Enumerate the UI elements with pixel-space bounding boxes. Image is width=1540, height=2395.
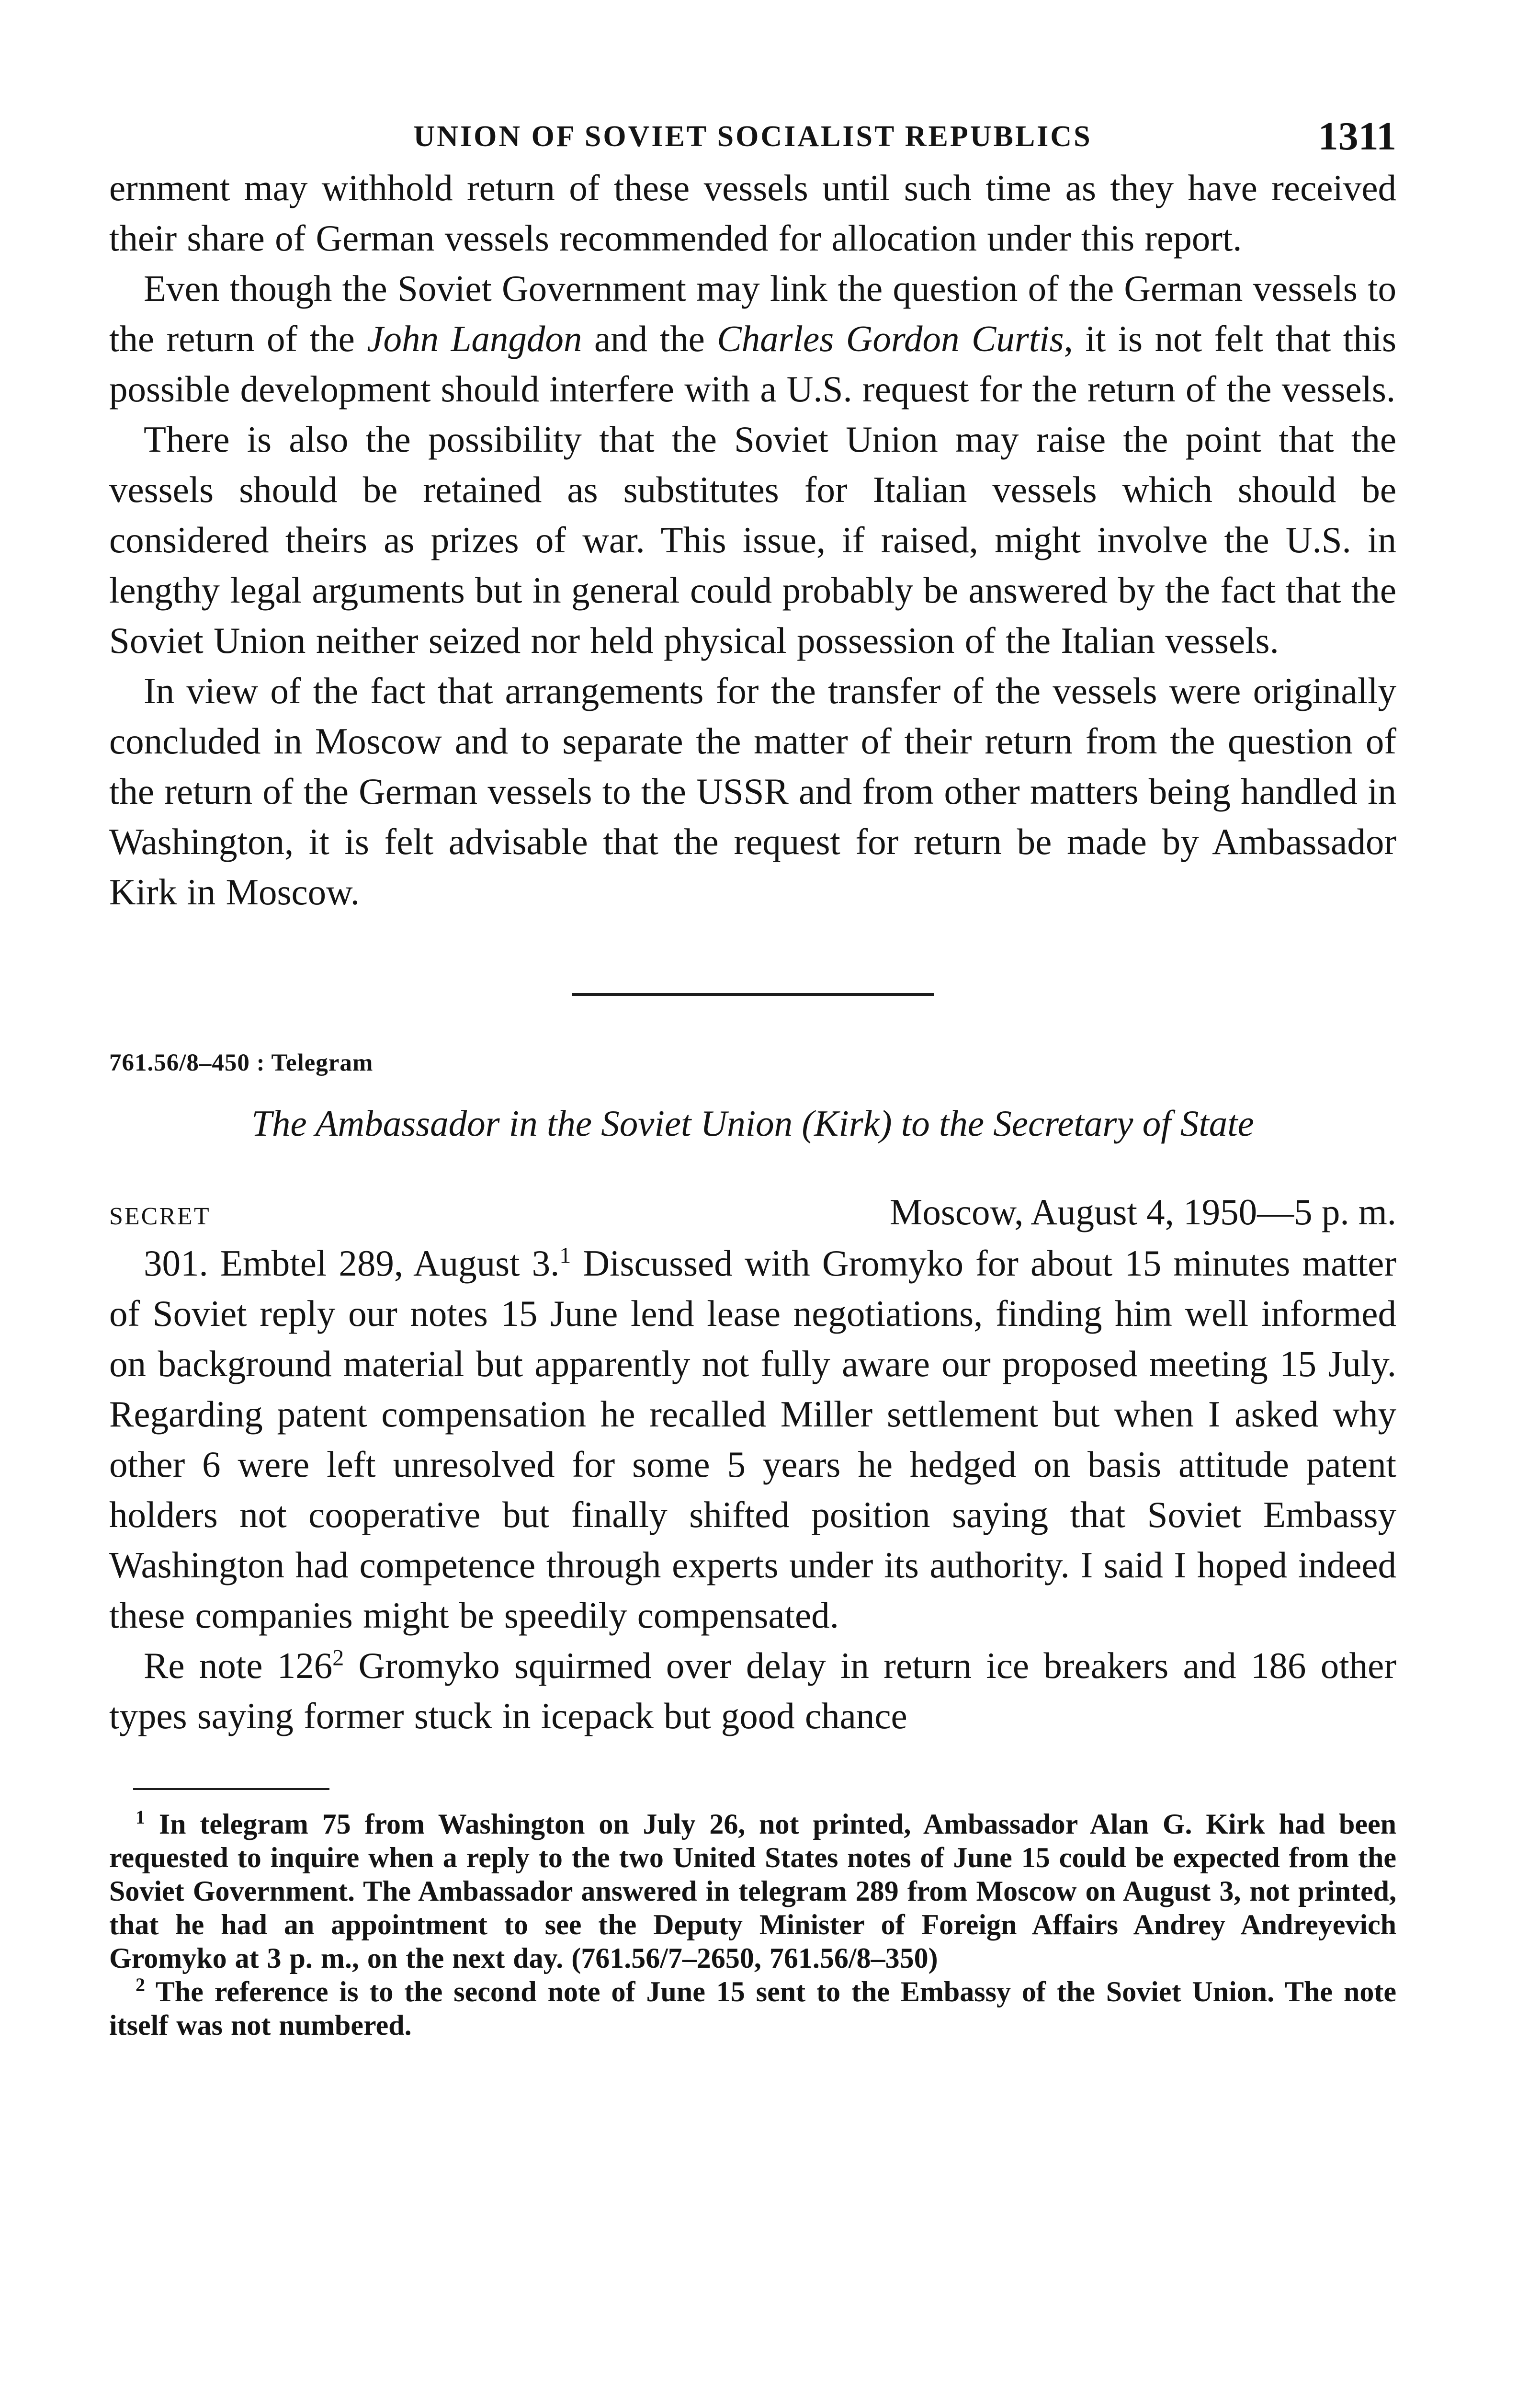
section-divider xyxy=(572,993,934,996)
footnote-marker: 2 xyxy=(332,1645,344,1671)
ship-name-john-langdon: John Langdon xyxy=(367,318,582,359)
file-reference: 761.56/8–450 : Telegram xyxy=(109,1049,374,1076)
paragraph-vessels-link xyxy=(109,263,1396,414)
paragraph-continued: ernment may withhold return of these vessels until such time as they have received their share of German vessels recommended for allocation under this report. xyxy=(109,167,1396,259)
paragraph-text: Discussed with Gromyko for about 15 minutes matter of Soviet reply our notes 15 June lend lease negotiations, finding him well informed on background material but apparently not fully aware our proposed meeting 15 July. Regarding patent compensation he recalled Miller settlement but when I asked why other 6 were left unresolved for some 5 years he hedged on basis attitude patent holders not cooperative but finally shifted position saying that Soviet Embassy Washington had competence through experts under its authority. I said I hoped indeed these companies might be speedily compensated. xyxy=(109,1243,1396,1636)
paragraph-text: and the xyxy=(582,318,717,359)
paragraph-text: 301. Embtel 289, August 3. xyxy=(144,1243,560,1284)
paragraph-text: Re note 126 xyxy=(144,1645,333,1686)
paragraph-text: Gromyko squirmed over delay in return ice breakers and 186 other types saying former stuck in icepack but good chance xyxy=(109,1645,1396,1736)
footnote-number: 1 xyxy=(136,1806,145,1828)
document-title: The Ambassador in the Soviet Union (Kirk) to the Secretary of State xyxy=(251,1103,1254,1144)
dateline xyxy=(109,1191,1396,1233)
footnote-number: 2 xyxy=(136,1974,145,1996)
page-number: 1311 xyxy=(1318,114,1396,159)
place-date: Moscow, August 4, 1950—5 p. m. xyxy=(889,1191,1396,1232)
running-head-title: UNION OF SOVIET SOCIALIST REPUBLICS xyxy=(413,120,1092,153)
telegram-paragraph-2 xyxy=(109,1641,1396,1741)
ship-name-charles-gordon-curtis: Charles Gordon Curtis xyxy=(717,318,1064,359)
paragraph-text: , it is not felt that this possible development should interfere with a U.S. request for the return of the vessels. xyxy=(109,318,1396,410)
telegram-paragraph-1 xyxy=(109,1238,1396,1641)
footnote-2 xyxy=(109,1975,1396,2042)
footnote-text: The reference is to the second note of June 15 sent to the Embassy of the Soviet Union. The note itself was not numbered. xyxy=(109,1976,1396,2041)
footnote-text: In telegram 75 from Washington on July 26, not printed, Ambassador Alan G. Kirk had been requested to inquire when a reply to the two United States notes of June 15 could be expected from the Soviet Government. The Ambassador answered in telegram 289 from Moscow on August 3, not printed, that he had an appointment to see the Deputy Minister of Foreign Affairs Andrey Andreyevich Gromyko at 3 p. m., on the next day. (761.56/7–2650, 761.56/8–350) xyxy=(109,1808,1397,1974)
footnote-1 xyxy=(109,1807,1396,1975)
footnote-marker: 1 xyxy=(559,1243,571,1268)
paragraph-italian-vessels: There is also the possibility that the Soviet Union may raise the point that the vessels should be retained as substitutes for Italian vessels which should be considered theirs as prizes of war. This issue, if raised, might involve the U.S. in lengthy legal arguments but in general could probably be answered by the fact that the Soviet Union neither seized nor held physical possession of the Italian vessels. xyxy=(109,419,1396,661)
paragraph-text: Even though the Soviet Government may link the question of the German vessels to the return of the xyxy=(109,268,1396,359)
paragraph-moscow-request: In view of the fact that arrangements for the transfer of the vessels were originally concluded in Moscow and to separate the matter of their return from the question of the return of the German vessels to the USSR and from other matters being handled in Washington, it is felt advisable that the request for return be made by Ambassador Kirk in Moscow. xyxy=(109,670,1397,912)
running-head xyxy=(109,110,1396,163)
classification-label: SECRET xyxy=(109,1203,211,1230)
footnote-divider xyxy=(133,1788,329,1790)
